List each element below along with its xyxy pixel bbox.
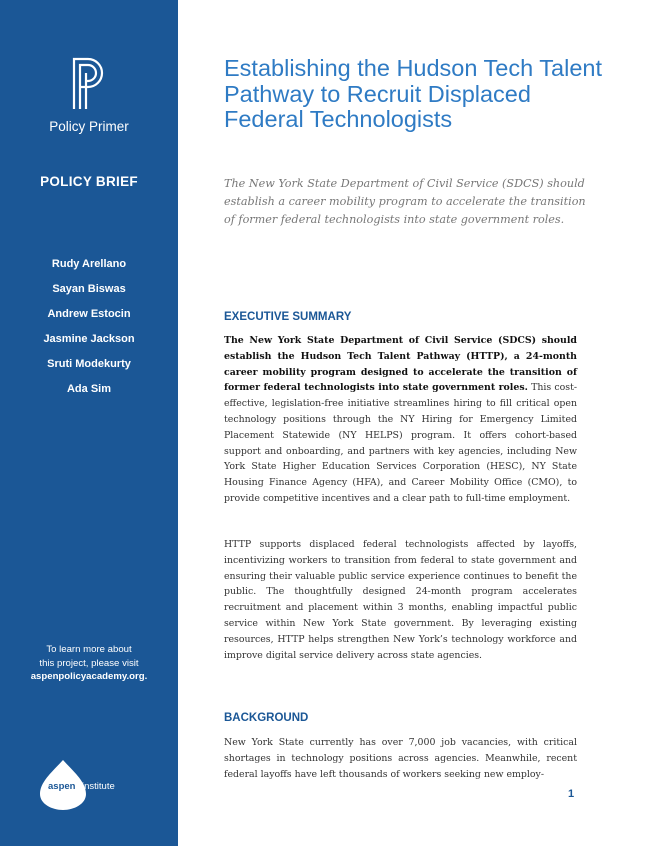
- executive-summary-paragraph: [224, 333, 577, 507]
- org-logo-text: aspen: [48, 781, 76, 792]
- background-paragraph: New York State currently has over 7,000 job vacancies, with critical shortages in technology positions across agencies. Meanwhile, recent federal layoffs have left thousands of workers seeking new employ-: [224, 737, 577, 780]
- executive-summary-lead: The New York State Department of Civil Service (SDCS) should establish the Hudson Tech Talent Pathway (HTTP), a 24-month career mobility program designed to accelerate the transition of former federal technologists into state government roles.: [224, 335, 577, 394]
- sidebar: [0, 0, 178, 846]
- author-name: Andrew Estocin: [47, 308, 131, 320]
- section-heading-executive-summary: EXECUTIVE SUMMARY: [224, 311, 352, 323]
- author-name: Rudy Arellano: [51, 258, 127, 270]
- page-number: 1: [568, 788, 575, 800]
- author-list: [0, 257, 178, 407]
- learn-more-line: To learn more about: [46, 644, 132, 655]
- learn-more-text: [0, 643, 178, 684]
- section-heading-background: BACKGROUND: [224, 712, 309, 724]
- page-title: Establishing the Hudson Tech Talent Pathway to Recruit Displaced Federal Technologists: [224, 55, 602, 132]
- executive-summary-body: This cost-effective, legislation-free initiative streamlines hiring to fill critical open technology positions through the NY Hiring for Emergency Limited Placement Statewide (NY HELPS) program. It offers cohort-based support and onboarding, and partners with key agencies, including New York State Higher Education Services Corporation (HESC), NY State Housing Finance Agency (HFA), and Career Mobility Office (CMO), to provide competitive incentives and a clear path to full-time employment.: [224, 382, 578, 504]
- author-name: Sruti Modekurty: [47, 358, 131, 370]
- executive-summary-paragraph-2: HTTP supports displaced federal technologists affected by layoffs, incentivizing workers to transition from federal to state government and ensuring their valuable public service experience continues to benefit the public. The thoughtfully designed 24-month program accelerates recruitment and placement within 3 months, enabling impactful public service within New York State government. By leveraging existing resources, HTTP helps strengthen New York’s technology workforce and improve digital service delivery across state agencies.: [224, 539, 577, 661]
- learn-more-line: this project, please visit: [39, 657, 139, 669]
- learn-more-link[interactable]: aspenpolicyacademy.org.: [30, 671, 148, 682]
- org-logo-text: institute: [82, 781, 115, 792]
- subtitle: The New York State Department of Civil Service (SDCS) should establish a career mobility program to accelerate the transition of former federal technologists into state government roles.: [224, 177, 586, 226]
- brand-name: Policy Primer: [49, 119, 129, 134]
- author-name: Jasmine Jackson: [43, 333, 135, 345]
- policy-primer-logo-icon: [70, 55, 106, 111]
- doc-type-label: POLICY BRIEF: [40, 174, 138, 189]
- author-name: Ada Sim: [66, 383, 111, 395]
- author-name: Sayan Biswas: [52, 283, 126, 295]
